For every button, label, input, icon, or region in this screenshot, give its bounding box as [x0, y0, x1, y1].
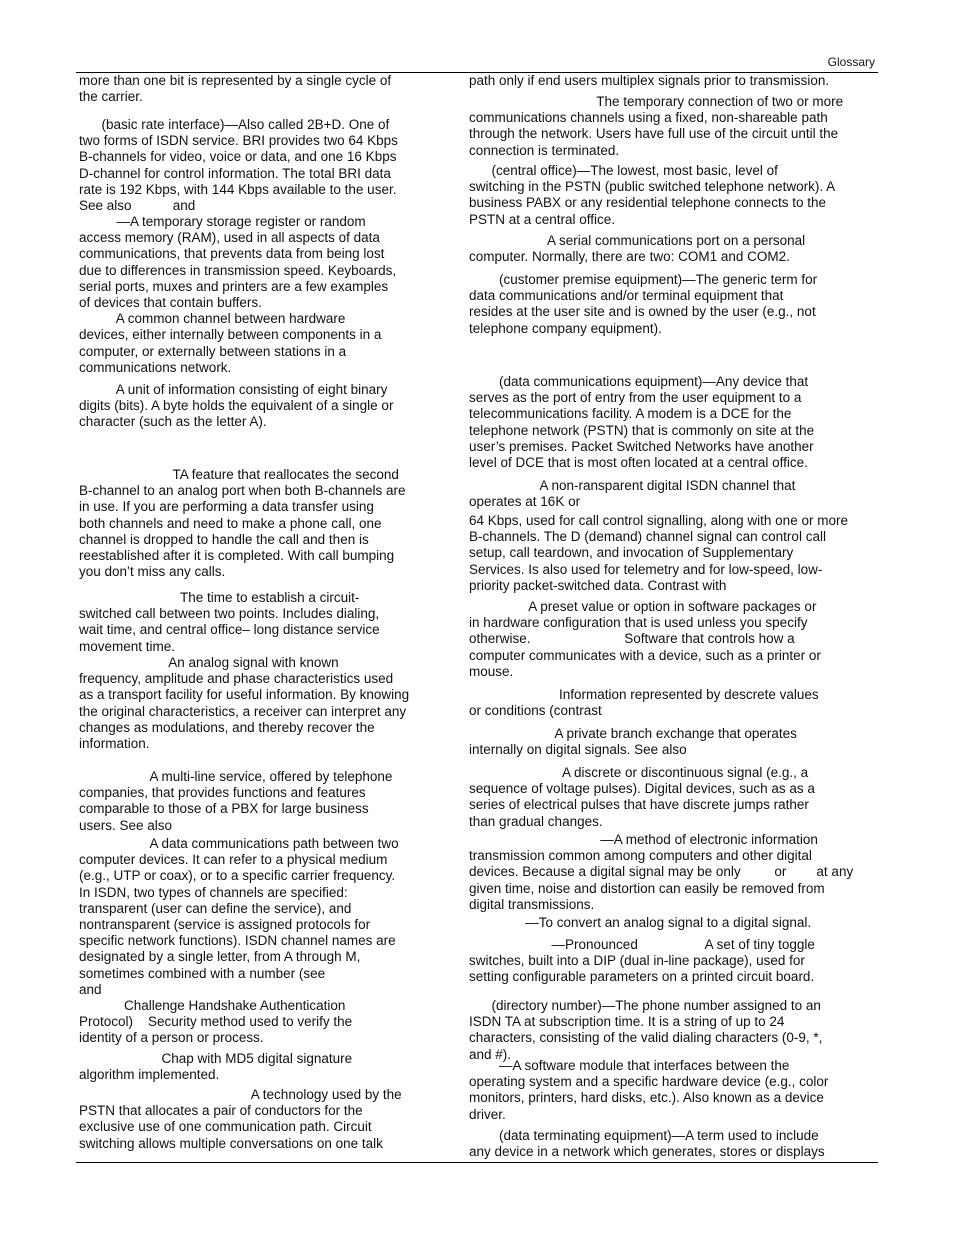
entry-line: The time to establish a circuit- [79, 590, 360, 605]
entry-line: computer communicates with a device, such as a printer or [469, 647, 821, 663]
right-glossary-entry [469, 726, 797, 758]
entry-line: driver. [469, 1106, 506, 1122]
entry-line: TA feature that reallocates the second [79, 467, 399, 482]
entry-line: An analog signal with known [79, 655, 339, 670]
entry-line: Challenge Handshake Authentication [79, 998, 346, 1013]
entry-line: transparent (user can define the service), and [79, 900, 352, 916]
entry-line: PSTN at a central office. [469, 211, 616, 227]
left-glossary-entry [79, 382, 393, 431]
entry-line: ISDN TA at subscription time. It is a string of up to 24 [469, 1014, 785, 1030]
entry-line: switching allows multiple conversations on one talk [79, 1135, 383, 1151]
entry-line: channel is dropped to handle the call and then is [79, 531, 369, 547]
right-glossary-entry [469, 374, 814, 471]
entry-line: connection is terminated. [469, 142, 620, 158]
entry-line: transmission common among computers and other digital [469, 848, 812, 864]
entry-line: B-channels for video, voice or data, and one 16 Kbps [79, 149, 397, 165]
right-glossary-entry [469, 1058, 828, 1123]
entry-line: users. See also [79, 817, 173, 833]
entry-line: telecommunications facility. A modem is a DCE for the [469, 406, 792, 422]
entry-line: character (such as the letter A). [79, 414, 267, 430]
entry-line: Services. Is also used for telemetry and for low-speed, low- [469, 561, 823, 577]
entry-line: operates at 16K or [469, 494, 581, 510]
entry-line: as a transport facility for useful information. By knowing [79, 687, 410, 703]
entry-line: Protocol) Security method used to verify the [79, 1014, 353, 1030]
entry-line: —A temporary storage register or random [79, 214, 366, 229]
right-glossary-entry [469, 94, 843, 159]
entry-line: digits (bits). A byte holds the equivalent of a single or [79, 398, 394, 414]
entry-line: A private branch exchange that operates [469, 726, 797, 741]
entry-line: path only if end users multiplex signals prior to transmission. [469, 73, 830, 88]
left-glossary-entry [79, 214, 396, 376]
entry-line: devices. Because a digital signal may be only or at any [469, 864, 854, 880]
entry-line: (basic rate interface)—Also called 2B+D. One of [79, 117, 390, 132]
entry-line: and [79, 981, 102, 997]
entry-line: access memory (RAM), used in all aspects of data [79, 230, 380, 246]
entry-line: any device in a network which generates, stores or displays [469, 1144, 825, 1160]
entry-line: —A method of electronic information [469, 832, 818, 847]
entry-line: the carrier. [79, 89, 143, 105]
entry-line: characters, consisting of the valid dialing characters (0-9, *, [469, 1030, 823, 1046]
entry-line: both channels and need to make a phone call, one [79, 515, 382, 531]
entry-line: (data communications equipment)—Any device that [469, 374, 809, 389]
entry-line: computer. Normally, there are two: COM1 and COM2. [469, 249, 790, 265]
entry-line: D-channel for control information. The total BRI data [79, 165, 391, 181]
entry-line: telephone company equipment). [469, 320, 662, 336]
entry-line: communications channels using a fixed, non-shareable path [469, 110, 828, 126]
right-glossary-entry [469, 513, 848, 594]
entry-line: algorithm implemented. [79, 1067, 220, 1083]
entry-line: due to differences in transmission speed. Keyboards, [79, 262, 397, 278]
entry-line: communications, that prevents data from being lost [79, 246, 385, 262]
entry-line: B-channels. The D (demand) channel signal can control call [469, 529, 826, 545]
entry-line: wait time, and central office– long distance service [79, 622, 380, 638]
entry-line: frequency, amplitude and phase characteristics used [79, 671, 394, 687]
section-label: Glossary [827, 55, 875, 69]
entry-line: A preset value or option in software packages or [469, 599, 817, 614]
left-glossary-entry [79, 655, 409, 752]
left-glossary-entry [79, 836, 399, 998]
entry-line: A non-ransparent digital ISDN channel that [469, 478, 796, 493]
entry-line: changes as modulations, and thereby recover the [79, 719, 375, 735]
right-glossary-entry [469, 687, 819, 719]
entry-line: given time, noise and distortion can easily be removed from [469, 880, 825, 896]
entry-line: PSTN that allocates a pair of conductors for the [79, 1103, 363, 1119]
entry-line: —Pronounced A set of tiny toggle [469, 937, 815, 952]
entry-line: and #). [469, 1046, 512, 1062]
entry-line: A discrete or discontinuous signal (e.g., a [469, 765, 809, 780]
entry-line: A multi-line service, offered by telephone [79, 769, 393, 784]
entry-line: A technology used by the [79, 1087, 402, 1102]
right-column [469, 73, 854, 1158]
entry-line: digital transmissions. [469, 896, 595, 912]
entry-line: rate is 192 Kbps, with 144 Kbps available to the user. [79, 181, 397, 197]
left-glossary-entry [79, 117, 398, 214]
left-glossary-entry [79, 1051, 352, 1083]
right-glossary-entry [469, 599, 821, 680]
entry-line: telephone network (PSTN) that is commonly on site at the [469, 422, 815, 438]
left-glossary-entry [79, 467, 405, 580]
right-glossary-entry [469, 1128, 825, 1160]
entry-line: In ISDN, two types of channels are specified: [79, 884, 348, 900]
entry-line: user’s premises. Packet Switched Networks have another [469, 438, 814, 454]
entry-line: —A software module that interfaces between the [469, 1058, 790, 1073]
entry-line: computer, or externally between stations in a [79, 343, 347, 359]
entry-line: in use. If you are performing a data transfer using [79, 499, 374, 515]
entry-line: switches, built into a DIP (dual in-line package), used for [469, 953, 805, 969]
bottom-rule [76, 1162, 878, 1163]
entry-line: The temporary connection of two or more [469, 94, 844, 109]
entry-line: A serial communications port on a personal [469, 233, 806, 248]
entry-line: switching in the PSTN (public switched telephone network). A [469, 179, 836, 195]
left-glossary-entry [79, 769, 392, 834]
entry-line: series of electrical pulses that have discrete jumps rather [469, 797, 809, 813]
right-glossary-entry [469, 163, 835, 228]
entry-line: exclusive use of one communication path. Circuit [79, 1119, 372, 1135]
entry-line: switched call between two points. Includes dialing, [79, 606, 380, 622]
entry-line: data communications and/or terminal equipment that [469, 288, 784, 304]
entry-line: resides at the user site and is owned by the user (e.g., not [469, 304, 816, 320]
entry-line: nontransparent (service is assigned protocols for [79, 917, 371, 933]
entry-line: mouse. [469, 663, 514, 679]
entry-line: companies, that provides functions and features [79, 785, 366, 801]
entry-line: movement time. [79, 638, 176, 654]
entry-line: level of DCE that is most often located at a central office. [469, 455, 808, 471]
entry-line: —To convert an analog signal to a digital signal. [469, 915, 812, 930]
entry-line: See also and [79, 198, 196, 214]
entry-line: serial ports, muxes and printers are a few examples [79, 278, 389, 294]
right-glossary-entry [469, 73, 829, 89]
right-glossary-entry [469, 937, 815, 986]
entry-line: B-channel to an analog port when both B-channels are [79, 483, 406, 499]
right-glossary-entry [469, 272, 817, 337]
entry-line: 64 Kbps, used for call control signalling, along with one or more [469, 513, 848, 528]
entry-line: Chap with MD5 digital signature [79, 1051, 353, 1066]
entry-line: operating system and a specific hardware device (e.g., color [469, 1074, 829, 1090]
entry-line: monitors, printers, hard disks, etc.). Also known as a device [469, 1090, 824, 1106]
left-glossary-entry [79, 998, 352, 1047]
entry-line: computer devices. It can refer to a physical medium [79, 852, 388, 868]
entry-line: identity of a person or process. [79, 1030, 264, 1046]
entry-line: sequence of voltage pulses). Digital devices, such as as a [469, 781, 815, 797]
entry-line: setting configurable parameters on a printed circuit board. [469, 969, 815, 985]
entry-line: (e.g., UTP or coax), or to a specific carrier frequency. [79, 868, 396, 884]
entry-line: specific network functions). ISDN channel names are [79, 933, 396, 949]
entry-line: setup, call teardown, and invocation of Supplementary [469, 545, 794, 561]
entry-line: A data communications path between two [79, 836, 399, 851]
right-glossary-entry [469, 233, 805, 265]
entry-line: business PABX or any residential telephone connects to the [469, 195, 826, 211]
entry-line: devices, either internally between components in a [79, 327, 382, 343]
left-glossary-entry [79, 1087, 402, 1152]
entry-line: the original characteristics, a receiver can interpret any [79, 703, 407, 719]
entry-line: serves as the port of entry from the user equipment to a [469, 390, 802, 406]
entry-line: A unit of information consisting of eight binary [79, 382, 388, 397]
entry-line: comparable to those of a PBX for large business [79, 801, 369, 817]
entry-line: Information represented by descrete values [469, 687, 819, 702]
entry-line: (customer premise equipment)—The generic term for [469, 272, 818, 287]
entry-line: two forms of ISDN service. BRI provides two 64 Kbps [79, 133, 398, 149]
right-glossary-entry [469, 832, 853, 913]
entry-line: information. [79, 736, 150, 752]
left-glossary-entry [79, 73, 391, 105]
entry-line: than gradual changes. [469, 813, 603, 829]
entry-line: communications network. [79, 359, 232, 375]
entry-line: sometimes combined with a number (see [79, 965, 326, 981]
entry-line: more than one bit is represented by a single cycle of [79, 73, 392, 88]
right-glossary-entry [469, 478, 795, 510]
entry-line: (directory number)—The phone number assigned to an [469, 998, 821, 1013]
left-glossary-entry [79, 590, 380, 655]
entry-line: otherwise. Software that controls how a [469, 631, 795, 647]
entry-line: (central office)—The lowest, most basic, level of [469, 163, 778, 178]
right-glossary-entry [469, 765, 815, 830]
entry-line: designated by a single letter, from A through M, [79, 949, 361, 965]
left-column [79, 73, 424, 1158]
entry-line: A common channel between hardware [79, 311, 346, 327]
entry-line: you don’t miss any calls. [79, 564, 226, 580]
entry-line: internally on digital signals. See also [469, 742, 687, 758]
entry-line: of devices that contain buffers. [79, 295, 262, 311]
right-glossary-entry [469, 915, 811, 931]
entry-line: reestablished after it is completed. With call bumping [79, 548, 395, 564]
entry-line: through the network. Users have full use of the circuit until the [469, 126, 839, 142]
entry-line: in hardware configuration that is used unless you specify [469, 615, 808, 631]
right-glossary-entry [469, 998, 822, 1063]
entry-line: (data terminating equipment)—A term used to include [469, 1128, 819, 1143]
entry-line: or conditions (contrast [469, 703, 602, 719]
entry-line: priority packet-switched data. Contrast with [469, 577, 727, 593]
